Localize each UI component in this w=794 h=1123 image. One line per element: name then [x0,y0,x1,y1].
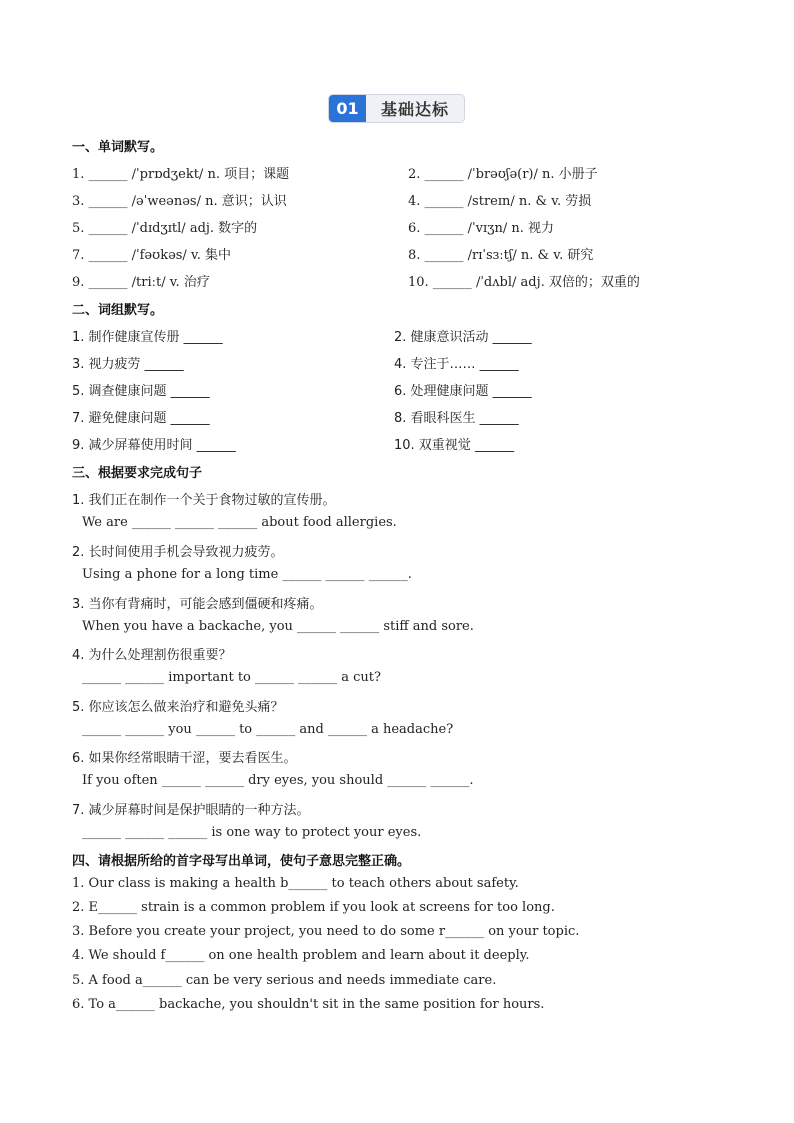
sentence-chinese: 4. 为什么处理割伤很重要？ [72,648,232,663]
initial-letter-item: 4. We should f______ on one health problem and learn about it deeply. [72,948,530,963]
phrase-row [72,380,732,400]
phrase-item: 3. 视力疲劳 ______ [72,357,184,372]
phrase-row [72,407,732,427]
initial-letter-item: 1. Our class is making a health b______ to teach others about safety. [72,876,519,891]
sentence-chinese: 2. 长时间使用手机会导致视力疲劳。 [72,545,284,560]
phrase-item: 2. 健康意识活动 ______ [394,330,532,345]
section-2-heading: 二、词组默写。 [72,303,164,318]
vocab-row [72,244,732,264]
vocab-row [72,163,732,183]
section-1-heading: 一、单词默写。 [72,140,164,155]
initial-letter-item: 5. A food a______ can be very serious and needs immediate care. [72,973,497,988]
phrase-item: 7. 避免健康问题 ______ [72,411,210,426]
sentence-english: ______ ______ important to ______ ______ a cut? [82,670,381,685]
vocab-item: 1. ______ /ˈprɒdʒekt/ n. 项目；课题 [72,167,290,182]
phrase-item: 10. 双重视觉 ______ [394,438,514,453]
initial-letter-item: 2. E______ strain is a common problem if you look at screens for too long. [72,900,555,915]
vocab-item: 9. ______ /triːt/ v. 治疗 [72,275,210,290]
sentence-english: When you have a backache, you ______ ______ stiff and sore. [82,619,474,634]
sentence-chinese: 6. 如果你经常眼睛干涩，要去看医生。 [72,751,297,766]
sentence-english: We are ______ ______ ______ about food allergies. [82,515,397,530]
phrase-item: 9. 减少屏幕使用时间 ______ [72,438,236,453]
vocab-row [72,217,732,237]
badge-title: 基础达标 [366,95,464,122]
phrase-item: 5. 调查健康问题 ______ [72,384,210,399]
vocab-row [72,271,732,291]
phrase-row [72,326,732,346]
section-3-heading: 三、根据要求完成句子 [72,466,203,481]
vocab-item: 4. ______ /streɪn/ n. & v. 劳损 [408,194,592,209]
phrase-item: 1. 制作健康宣传册 ______ [72,330,223,345]
section-badge [329,95,464,122]
initial-letter-item: 3. Before you create your project, you need to do some r______ on your topic. [72,924,580,939]
badge-number: 01 [329,95,366,122]
sentence-chinese: 1. 我们正在制作一个关于食物过敏的宣传册。 [72,493,336,508]
vocab-item: 6. ______ /ˈvɪʒn/ n. 视力 [408,221,554,236]
section-4-heading: 四、请根据所给的首字母写出单词，使句子意思完整正确。 [72,854,411,869]
phrase-item: 6. 处理健康问题 ______ [394,384,532,399]
vocab-item: 3. ______ /əˈweənəs/ n. 意识；认识 [72,194,287,209]
phrase-row [72,434,732,454]
sentence-chinese: 5. 你应该怎么做来治疗和避免头痛？ [72,700,284,715]
phrase-item: 8. 看眼科医生 ______ [394,411,519,426]
phrase-item: 4. 专注于…… ______ [394,357,519,372]
vocab-item: 5. ______ /ˈdɪdʒɪtl/ adj. 数字的 [72,221,258,236]
sentence-chinese: 7. 减少屏幕时间是保护眼睛的一种方法。 [72,803,310,818]
sentence-chinese: 3. 当你有背痛时，可能会感到僵硬和疼痛。 [72,597,323,612]
vocab-item: 10. ______ /ˈdʌbl/ adj. 双倍的；双重的 [408,275,640,290]
sentence-english: Using a phone for a long time ______ ______ ______. [82,567,412,582]
vocab-row [72,190,732,210]
sentence-english: ______ ______ you ______ to ______ and ______ a headache? [82,722,454,737]
vocab-item: 2. ______ /ˈbrəʊʃə(r)/ n. 小册子 [408,167,598,182]
sentence-english: ______ ______ ______ is one way to protect your eyes. [82,825,422,840]
vocab-item: 8. ______ /rɪˈsɜːtʃ/ n. & v. 研究 [408,248,594,263]
sentence-english: If you often ______ ______ dry eyes, you should ______ ______. [82,773,474,788]
vocab-item: 7. ______ /ˈfəʊkəs/ v. 集中 [72,248,232,263]
initial-letter-item: 6. To a______ backache, you shouldn't sit in the same position for hours. [72,997,545,1012]
phrase-row [72,353,732,373]
